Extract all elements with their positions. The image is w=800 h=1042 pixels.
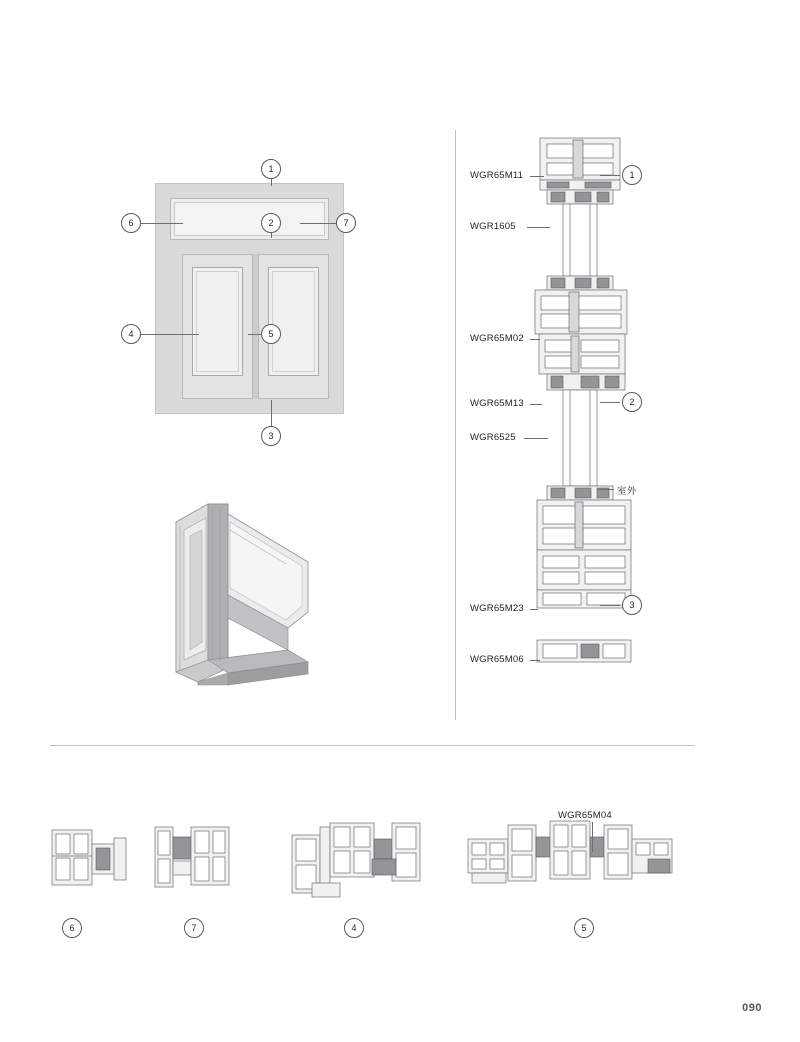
transom-panel	[170, 198, 329, 240]
callout-5: 5	[261, 324, 281, 344]
callout-6: 6	[121, 213, 141, 233]
callout-2: 2	[261, 213, 281, 233]
callout-3: 3	[261, 426, 281, 446]
leader-callout-5	[248, 334, 262, 335]
section-callout-1: 1	[622, 165, 642, 185]
label-wgr65m23: WGR65M23	[470, 603, 524, 614]
leader-callout-4	[141, 334, 199, 335]
horizontal-sections-row	[0, 745, 800, 995]
label-outdoor: 室外	[617, 486, 637, 497]
callout-4: 4	[121, 324, 141, 344]
transom-glass	[174, 202, 325, 236]
leader-wgr1605	[527, 227, 550, 228]
door-leaf-right-glass	[268, 267, 319, 376]
bottom-callout-7: 7	[184, 918, 204, 938]
bottom-callout-5: 5	[574, 918, 594, 938]
leader-wgr65m06	[530, 660, 540, 661]
bottom-callout-4: 4	[344, 918, 364, 938]
label-wgr6525: WGR6525	[470, 432, 516, 443]
leader-section-callout-1	[600, 175, 620, 176]
leader-wgr65m02	[530, 339, 540, 340]
label-wgr65m06: WGR65M06	[470, 654, 524, 665]
leader-wgr65m04	[592, 822, 593, 852]
leader-wgr65m23	[530, 609, 538, 610]
label-wgr65m13: WGR65M13	[470, 398, 524, 409]
door-leaf-left-glass	[192, 267, 243, 376]
callout-1: 1	[261, 159, 281, 179]
label-wgr1605: WGR1605	[470, 221, 516, 232]
bottom-callout-6: 6	[62, 918, 82, 938]
label-wgr65m11: WGR65M11	[470, 170, 524, 181]
corner-3d-render	[168, 500, 328, 685]
leader-callout-3	[271, 400, 272, 426]
label-wgr65m04: WGR65M04	[558, 810, 612, 821]
leader-wgr6525	[524, 438, 548, 439]
leader-wgr65m11	[530, 176, 544, 177]
leader-wgr65m13	[530, 404, 542, 405]
leader-section-callout-3	[600, 605, 620, 606]
section-stack-drawing	[455, 130, 705, 720]
callout-7: 7	[336, 213, 356, 233]
door-leaf-left	[182, 254, 253, 399]
door-elevation-drawing	[155, 183, 344, 414]
leader-section-callout-2	[600, 402, 620, 403]
page-number: 090	[742, 1002, 762, 1014]
section-callout-3: 3	[622, 595, 642, 615]
section-callout-2: 2	[622, 392, 642, 412]
leader-callout-7	[300, 223, 336, 224]
leader-callout-6	[141, 223, 183, 224]
label-wgr65m02: WGR65M02	[470, 333, 524, 344]
leader-outdoor	[598, 489, 614, 490]
